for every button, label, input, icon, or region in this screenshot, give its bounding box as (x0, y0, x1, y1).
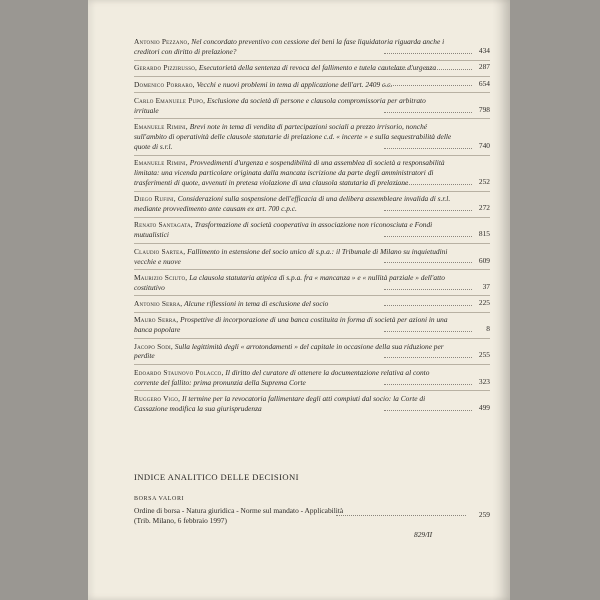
entry-text (134, 368, 490, 388)
leader-dots (384, 69, 472, 70)
index-entry (134, 37, 490, 57)
entry-separator (134, 92, 490, 93)
entry-page-number: 609 (478, 255, 490, 265)
index-entry (134, 122, 490, 152)
index-entry (134, 368, 490, 388)
leader-dots (384, 357, 472, 358)
entry-page-number: 255 (478, 350, 490, 360)
entry-text (134, 247, 490, 267)
entry-author: Jacopo Sodi, (134, 341, 173, 351)
entry-author: Edoardo Staunovo Polacco, (134, 367, 224, 377)
entry-separator (134, 312, 490, 313)
entry-separator (134, 243, 490, 244)
entry-author: Ruggero Vigo, (134, 393, 181, 403)
leader-dots (384, 53, 472, 54)
entry-title: Alcune riflessioni in tema di esclusione del socio (184, 299, 329, 309)
entry-separator (134, 118, 490, 119)
leader-dots (384, 184, 472, 185)
entry-page-number: 287 (478, 62, 490, 72)
index-entry (134, 247, 490, 267)
entry-separator (134, 269, 490, 270)
entry-page-number: 8 (486, 324, 490, 334)
leader-dots (384, 148, 472, 149)
entry-separator (134, 76, 490, 77)
entry-author: Antonio Serra, (134, 299, 183, 309)
entry-page-number: 323 (478, 376, 490, 386)
entry-page-number: 798 (478, 104, 490, 114)
entry-separator (134, 60, 490, 61)
leader-dots (384, 305, 472, 306)
index-entry (134, 80, 490, 90)
entry-page-number: 499 (478, 402, 490, 412)
entry-page-number: 740 (478, 140, 490, 150)
entry-separator (134, 217, 490, 218)
entry-title: Vecchi e nuovi problemi in tema di applicazione dell'art. 2409 c.c. (196, 79, 393, 89)
index-heading: INDICE ANALITICO DELLE DECISIONI (134, 472, 299, 482)
entry-text (134, 96, 490, 116)
index-entry (134, 394, 490, 414)
index-entry (134, 273, 490, 293)
entry-text (134, 394, 490, 414)
entry-author: Mauro Serra, (134, 315, 179, 325)
entry-title: Prospettive di incorporazione di una banca costituita in forma di società per azioni in una banca popolare (134, 315, 448, 335)
entry-text (134, 342, 490, 362)
entry-separator (134, 338, 490, 339)
leader-dots (336, 515, 466, 516)
entry-title: Sulla legittimità degli « arrotondamenti » del capitale in occasione della sua riduzione per perdite (134, 341, 444, 361)
entry-text (134, 273, 490, 293)
entry-title: Esclusione da società di persone e clausola compromissoria per arbitrato irrituale (134, 95, 426, 115)
index-entry (134, 63, 490, 73)
index-entry (134, 220, 490, 240)
entry-author: Gerardo Pizzirusso, (134, 63, 198, 73)
decision-entry (134, 506, 490, 526)
leader-dots (384, 289, 472, 290)
entry-title: Esecutorietà della sentenza di revoca del fallimento e tutela cautelare d'urgenza (198, 63, 437, 73)
entry-author: Emanuele Rimini, (134, 158, 188, 168)
entry-title: Il diritto del curatore di ottenere la documentazione relativa al conto corrente del fallito: prima pronunzia della Suprema Corte (134, 367, 430, 387)
entry-text (134, 315, 490, 335)
leader-dots (384, 384, 472, 385)
entry-title: Nel concordato preventivo con cessione dei beni la fase liquidatoria riguarda anche i creditori con diritto di prelazione? (134, 37, 445, 56)
entry-author: Carlo Emanuele Pupo, (134, 95, 206, 105)
section-label: BORSA VALORI (134, 496, 185, 502)
page-shadow (492, 0, 510, 600)
entry-author: Emanuele Rimini, (134, 122, 188, 131)
entry-author: Domenico Porraro, (134, 79, 195, 89)
entry-author: Maurizio Sciuto, (134, 272, 188, 282)
leader-dots (384, 410, 472, 411)
index-entry (134, 299, 490, 309)
entry-title: Fallimento in estensione del socio unico di s.p.a.: il Tribunale di Milano su inquietudini vecchie e nuove (134, 246, 448, 266)
entry-title: Provvedimenti d'urgenza e sospendibilità di una assemblea di società a responsabilità limitata: una vicenda particolare originata dalla mancata iscrizione da parte degli amministratori di trasferimenti di quote, avvenuti in pretesa violazione di una clausola statutaria di prelazione (134, 158, 445, 187)
index-entry (134, 342, 490, 362)
entry-page-number: 252 (478, 176, 490, 186)
entry-separator (134, 295, 490, 296)
entry-title: La clausola statutaria atipica di s.p.a. fra « mancanza » e « nullità parziale » dell'atto costitutivo (134, 272, 445, 292)
entry-page-number: 37 (482, 281, 490, 291)
decision-line: Ordine di borsa - Natura giuridica - Norme sul mandato - Applicabilità (134, 506, 344, 515)
entry-separator (134, 390, 490, 391)
entry-author: Renato Santagata, (134, 220, 193, 230)
decision-page-number: 259 (478, 510, 490, 519)
entry-title: Il termine per la revocatoria fallimentare degli atti compiuti dal socio: la Corte di Cassazione modifica la sua giurisprudenza (134, 393, 426, 413)
entry-author: Antonio Pezzano, (134, 37, 190, 46)
index-entry (134, 315, 490, 335)
entry-author: Diego Rufini, (134, 194, 176, 204)
leader-dots (384, 262, 472, 263)
book-page (88, 0, 510, 600)
entry-page-number: 434 (478, 45, 490, 55)
leader-dots (384, 85, 472, 86)
entry-separator (134, 364, 490, 365)
entry-page-number: 815 (478, 229, 490, 239)
leader-dots (384, 236, 472, 237)
index-entry (134, 158, 490, 188)
page-signature: 829/II (414, 530, 433, 539)
entry-text (134, 220, 490, 240)
entry-separator (134, 155, 490, 156)
author-index-list (134, 37, 490, 417)
entry-author: Claudio Sartea, (134, 246, 186, 256)
index-entry (134, 96, 490, 116)
leader-dots (384, 210, 472, 211)
entry-title: Brevi note in tema di vendita di partecipazioni sociali a prezzo irrisorio, nonché sull'ambito di operatività delle clausole statutarie di prelazione c.d. « incerte » e sulla sequestrabilità delle quote di s.r.l. (134, 122, 452, 151)
entry-separator (134, 191, 490, 192)
entry-text (134, 37, 490, 57)
entry-title: Trasformazione di società cooperativa in associazione non riconosciuta e Fondi mutualistici (134, 220, 433, 240)
leader-dots (384, 331, 472, 332)
entry-page-number: 225 (478, 298, 490, 308)
index-entry (134, 194, 490, 214)
decision-citation: (Trib. Milano, 6 febbraio 1997) (134, 516, 227, 525)
entry-title: Considerazioni sulla sospensione dell'efficacia di una delibera assembleare invalida di s.r.l. mediante provvedimento ante causam ex art. 700 c.p.c. (134, 194, 451, 214)
entry-text (134, 194, 490, 214)
leader-dots (384, 112, 472, 113)
entry-page-number: 654 (478, 78, 490, 88)
entry-page-number: 272 (478, 203, 490, 213)
